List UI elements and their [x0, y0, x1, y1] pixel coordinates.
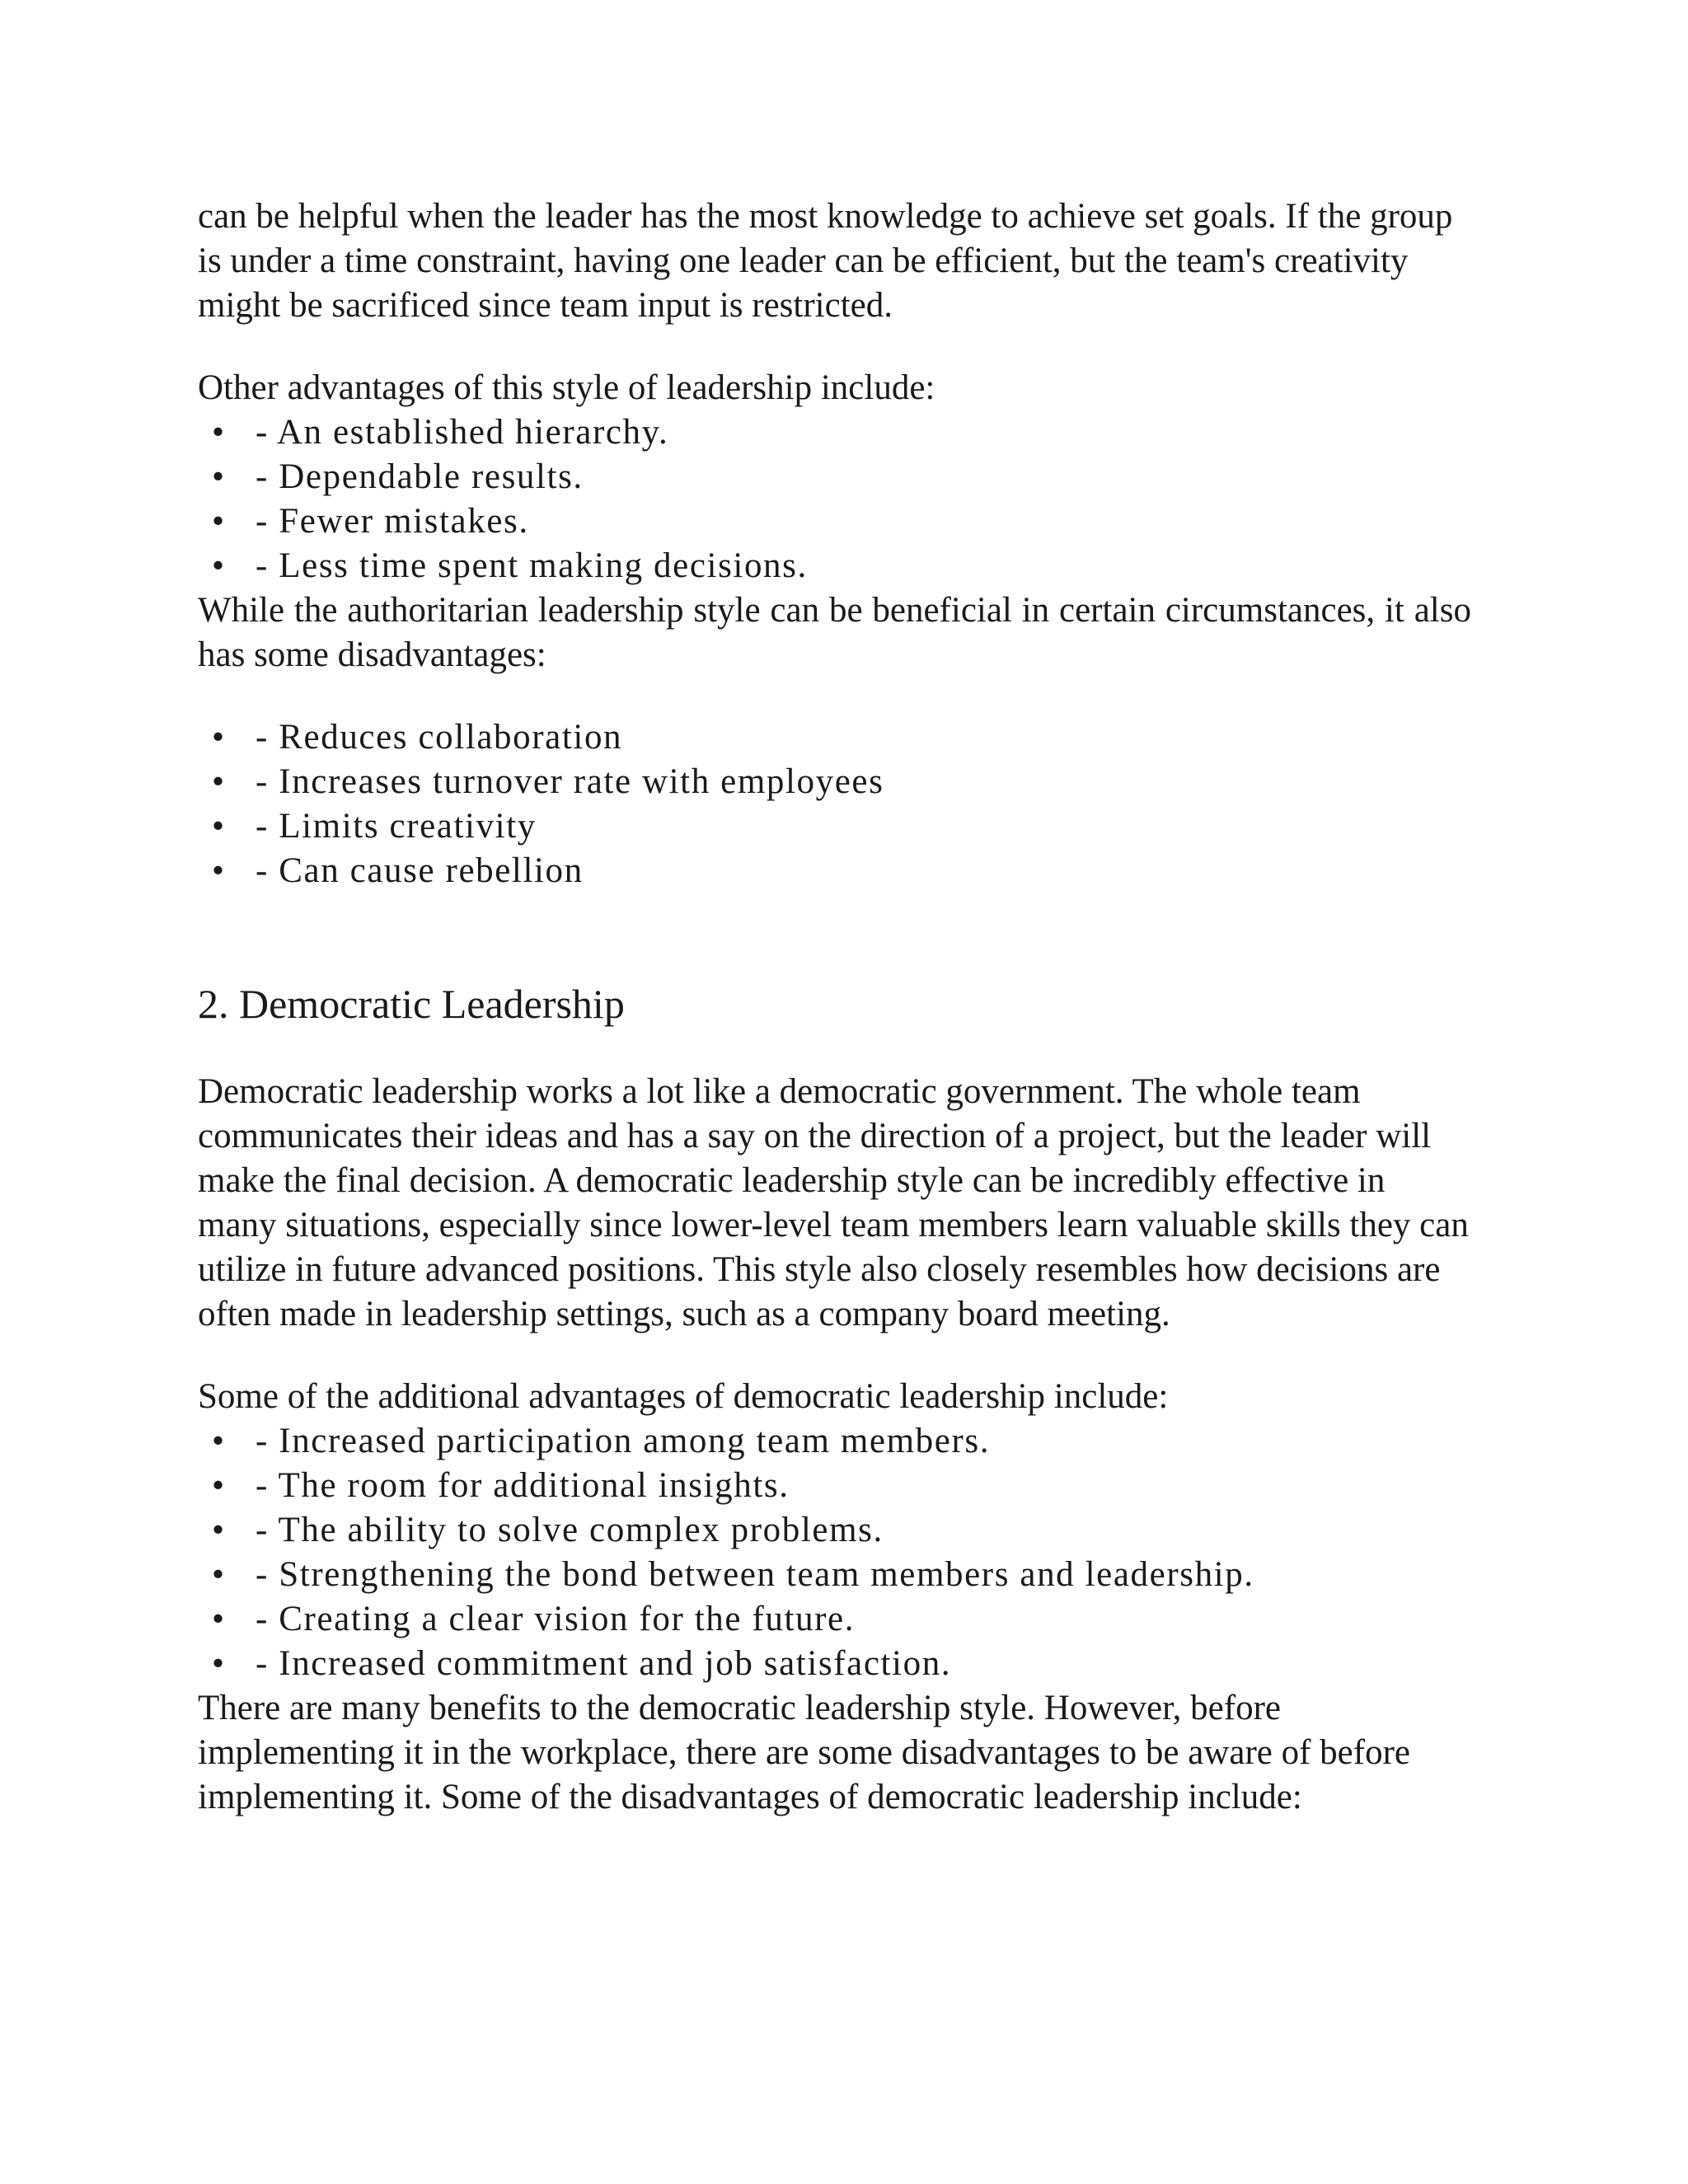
list-item: • - Increases turnover rate with employees — [198, 760, 1471, 804]
bullet-icon: • — [212, 502, 225, 541]
bullet-icon: • — [212, 1555, 225, 1594]
democratic-body-paragraph: Democratic leadership works a lot like a democratic government. The whole team communicates their ideas and has a say on the direction of a project, but the leader will make the final decision. A democratic leadership style can be incredibly effective in many situations, especially since lower-level team members learn valuable skills they can utilize in future advanced positions. This style also closely resembles how decisions are often made in leadership settings, such as a company board meeting. — [198, 1072, 1469, 1333]
bullet-icon: • — [212, 1600, 225, 1638]
democratic-advantages-intro-paragraph: Some of the additional advantages of democratic leadership include: — [198, 1377, 1169, 1416]
authoritarian-disadvantages-list — [198, 715, 1471, 893]
bullet-icon: • — [212, 1511, 225, 1549]
disadvantages-intro-paragraph: While the authoritarian leadership style can be beneficial in certain circumstances, it also has some disadvantages: — [198, 591, 1471, 674]
bullet-icon: • — [212, 851, 225, 890]
democratic-advantages-list — [198, 1419, 1471, 1686]
list-item: • - Dependable results. — [198, 455, 1471, 499]
list-item: • - Can cause rebellion — [198, 849, 1471, 893]
bullet-icon: • — [212, 413, 225, 452]
list-item: • - The ability to solve complex problems. — [198, 1508, 1471, 1553]
authoritarian-advantages-list — [198, 410, 1471, 588]
section-heading-democratic: 2. Democratic Leadership — [198, 981, 625, 1027]
bullet-icon: • — [212, 1466, 225, 1505]
bullet-icon: • — [212, 546, 225, 585]
list-item: • - Fewer mistakes. — [198, 499, 1471, 544]
list-item: • - Limits creativity — [198, 804, 1471, 849]
list-item: • - Increased participation among team members. — [198, 1419, 1471, 1464]
list-item: • - Reduces collaboration — [198, 715, 1471, 760]
document-page — [198, 194, 1471, 1820]
bullet-icon: • — [212, 457, 225, 496]
list-item: • - Increased commitment and job satisfaction. — [198, 1642, 1471, 1686]
intro-paragraph: can be helpful when the leader has the most knowledge to achieve set goals. If the group is under a time constraint, having one leader can be efficient, but the team's creativity might be sacrificed since team input is restricted. — [198, 197, 1453, 325]
list-item: • - Creating a clear vision for the future. — [198, 1597, 1471, 1642]
advantages-intro-paragraph: Other advantages of this style of leadership include: — [198, 368, 935, 407]
bullet-icon: • — [212, 718, 225, 757]
bullet-icon: • — [212, 1644, 225, 1683]
democratic-disadvantages-intro-paragraph: There are many benefits to the democratic leadership style. However, before implementing it in the workplace, there are some disadvantages to be aware of before implementing it. Some of the disadvantages of democratic leadership include: — [198, 1689, 1410, 1816]
bullet-icon: • — [212, 762, 225, 801]
bullet-icon: • — [212, 1422, 225, 1460]
list-item: • - Strengthening the bond between team members and leadership. — [198, 1553, 1471, 1597]
list-item: • - Less time spent making decisions. — [198, 544, 1471, 588]
list-item: • - The room for additional insights. — [198, 1464, 1471, 1508]
list-item: • - An established hierarchy. — [198, 410, 1471, 455]
bullet-icon: • — [212, 807, 225, 846]
